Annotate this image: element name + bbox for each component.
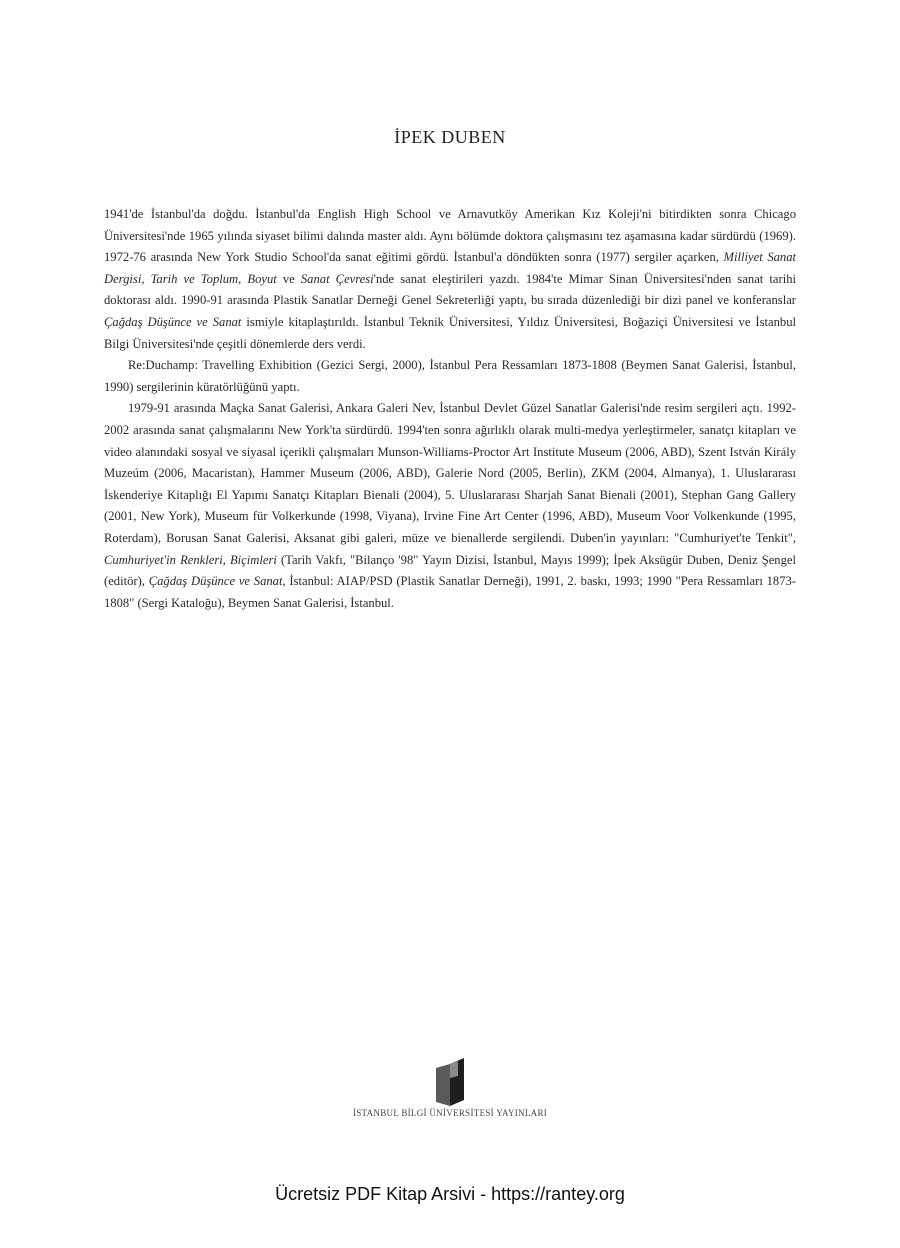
text-run: 1979-91 arasında Maçka Sanat Galerisi, Ankara Galeri Nev, İstanbul Devlet Güzel Sanatlar Galerisi'nde resim sergileri açtı. 1992-2002 arasında sanat çalışmalarını New York'ta sürdürdü. 1994'ten sonra ağırlıklı olarak multi-medya yerleştirmeler, sanatçı kitapları ve video alanındaki sosyal ve siyasal içerikli çalışmaları Munson-Williams-Proctor Art Institute Museum (2006, ABD), Szent István Király Muzeúm (2006, Macaristan), Hammer Museum (2006, ABD), Galerie Nord (2005, Berlin), ZKM (2004, Almanya), 1. Uluslararası İskenderiye Kitaplığı El Yapımı Sanatçı Kitapları Bienali (2004), 5. Uluslararası Sharjah Sanat Bienali (2001), Stephan Gang Gallery (2001, New York), Museum für Volkerkunde (1998, Viyana), Irvine Fine Art Center (1996, ABD), Museum Voor Volkenkunde (1995, Roterdam), Borusan Sanat Galerisi, Aksanat gibi galeri, müze ve bienallerde sergilendi. Duben'in yayınları: "Cumhuriyet'te Tenkit", (104, 401, 796, 545)
text-run: ve (276, 271, 301, 286)
page-title: İPEK DUBEN (394, 127, 506, 147)
publisher-block (0, 1056, 900, 1118)
text-run: ismiyle kitaplaştırıldı. İstanbul Teknik Üniversitesi, Yıldız Üniversitesi, Boğaziçi Üniversitesi ve İstanbul Bilgi Üniversitesi'nde çeşitli dönemlerde ders verdi. (104, 314, 797, 351)
text-run: 'nde sanat eleştirileri yazdı. 1984'te Mimar Sinan Üniversitesi'nden sanat tarihi doktorası aldı. 1990-91 arasında Plastik Sanatlar Derneği Genel Sekreterliği yaptı, bu sırada düzenlediği bir dizi panel ve konferanslar (104, 271, 796, 308)
publisher-name: İSTANBUL BİLGİ ÜNİVERSİTESİ YAYINLARI (352, 1108, 548, 1118)
text-run: , İstanbul: AIAP/PSD (Plastik Sanatlar Derneği), 1991, 2. baskı, 1993; 1990 "Pera Ressamları 1873-1808" (Sergi Kataloğu), Beymen Sanat Galerisi, İstanbul. (104, 574, 797, 610)
italic-title: Milliyet Sanat Dergisi, Tarih ve Toplum, Boyut (104, 250, 796, 286)
italic-title: Sanat Çevresi (300, 271, 374, 286)
biography-text (104, 204, 796, 614)
italic-title: Çağdaş Düşünce ve Sanat (104, 314, 242, 329)
paragraph (104, 204, 796, 355)
footer-text: Ücretsiz PDF Kitap Arsivi - https://rantey.org (275, 1184, 625, 1204)
italic-title: Çağdaş Düşünce ve Sanat (148, 574, 283, 589)
text-run: Re:Duchamp: Travelling Exhibition (Gezici Sergi, 2000), İstanbul Pera Ressamları 1873-1808 (Beymen Sanat Galerisi, İstanbul, 1990) sergilerinin küratörlüğünü yaptı. (104, 358, 796, 394)
text-run: (Tarih Vakfı, "Bilanço '98" Yayın Dizisi, İstanbul, Mayıs 1999); İpek Aksügür Duben, Deniz Şengel (editör), (104, 552, 796, 589)
paragraph (104, 398, 796, 614)
bilgi-book-logo-icon (428, 1056, 472, 1108)
text-run: 1941'de İstanbul'da doğdu. İstanbul'da English High School ve Arnavutköy Amerikan Kız Koleji'ni bitirdikten sonra Chicago Üniversitesi'nde 1965 yılında siyaset bilimi dalında master aldı. Aynı bölümde doktora çalışmasını tez aşamasına kadar sürdürdü (1969). 1972-76 arasında New York Studio School'da sanat eğitimi gördü. İstanbul'a döndükten sonra (1977) sergiler açarken, (104, 207, 796, 265)
paragraph (104, 355, 796, 398)
italic-title: Cumhuriyet'in Renkleri, Biçimleri (104, 552, 277, 567)
